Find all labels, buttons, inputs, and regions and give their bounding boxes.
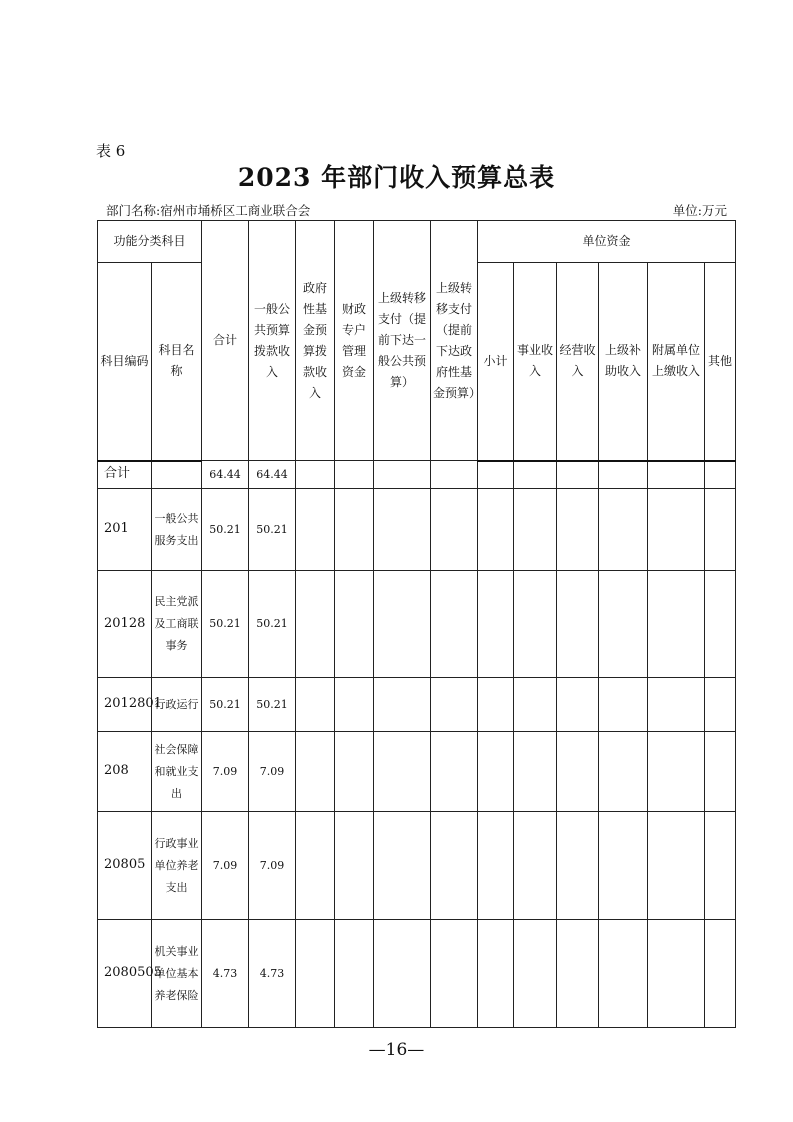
row-total: 64.44 xyxy=(202,461,249,489)
page-title: 2023 年部门收入预算总表 xyxy=(237,163,556,192)
header-name: 科目名称 xyxy=(152,263,202,461)
row-general: 64.44 xyxy=(249,461,296,489)
row-code: 20805 xyxy=(98,812,152,920)
row-code: 2080505 xyxy=(98,920,152,1028)
row-name: 社会保障和就业支出 xyxy=(152,732,202,812)
row-total: 50.21 xyxy=(202,571,249,678)
row-name: 行政运行 xyxy=(152,678,202,732)
table-row xyxy=(98,461,736,489)
unit-label: 单位:万元 xyxy=(672,203,727,218)
row-total: 7.09 xyxy=(202,812,249,920)
row-name xyxy=(152,461,202,489)
row-total: 50.21 xyxy=(202,678,249,732)
row-total: 50.21 xyxy=(202,489,249,571)
header-code: 科目编码 xyxy=(98,263,152,461)
header-func-class: 功能分类科目 xyxy=(98,221,202,263)
row-total: 4.73 xyxy=(202,920,249,1028)
table-label: 表 6 xyxy=(96,142,126,160)
table-row xyxy=(98,920,736,1028)
row-general: 50.21 xyxy=(249,571,296,678)
row-name: 机关事业单位基本养老保险 xyxy=(152,920,202,1028)
row-code: 20128 xyxy=(98,571,152,678)
row-general: 7.09 xyxy=(249,812,296,920)
row-code: 208 xyxy=(98,732,152,812)
header-unit-funds: 单位资金 xyxy=(478,221,736,263)
table-row xyxy=(98,489,736,571)
row-general: 50.21 xyxy=(249,678,296,732)
budget-table xyxy=(97,220,736,1028)
header-total: 合计 xyxy=(202,221,249,461)
header-subtotal: 小计 xyxy=(478,263,514,461)
row-name: 行政事业单位养老支出 xyxy=(152,812,202,920)
row-general: 4.73 xyxy=(249,920,296,1028)
row-name: 一般公共服务支出 xyxy=(152,489,202,571)
row-code: 2012801 xyxy=(98,678,152,732)
table-row xyxy=(98,571,736,678)
row-code: 201 xyxy=(98,489,152,571)
header-subsidy: 上级补助收入 xyxy=(599,263,648,461)
header-business: 事业收入 xyxy=(514,263,557,461)
row-name: 民主党派及工商联事务 xyxy=(152,571,202,678)
header-transfer-fund: 上级转移支付（提前下达政府性基金预算） xyxy=(431,221,478,461)
table-row xyxy=(98,678,736,732)
header-special: 财政专户管理资金 xyxy=(335,221,374,461)
header-general: 一般公共预算拨款收入 xyxy=(249,221,296,461)
table-row xyxy=(98,812,736,920)
row-general: 7.09 xyxy=(249,732,296,812)
header-transfer-general: 上级转移支付（提前下达一般公共预算） xyxy=(374,221,431,461)
department-name: 部门名称:宿州市埇桥区工商业联合会 xyxy=(106,203,311,218)
header-govfund: 政府性基金预算拨款收入 xyxy=(296,221,335,461)
header-operating: 经营收入 xyxy=(557,263,599,461)
table-row xyxy=(98,732,736,812)
row-total: 7.09 xyxy=(202,732,249,812)
page-number: —16— xyxy=(368,1040,425,1060)
header-affiliated: 附属单位上缴收入 xyxy=(648,263,705,461)
header-other: 其他 xyxy=(705,263,736,461)
row-general: 50.21 xyxy=(249,489,296,571)
row-code: 合计 xyxy=(98,461,152,489)
